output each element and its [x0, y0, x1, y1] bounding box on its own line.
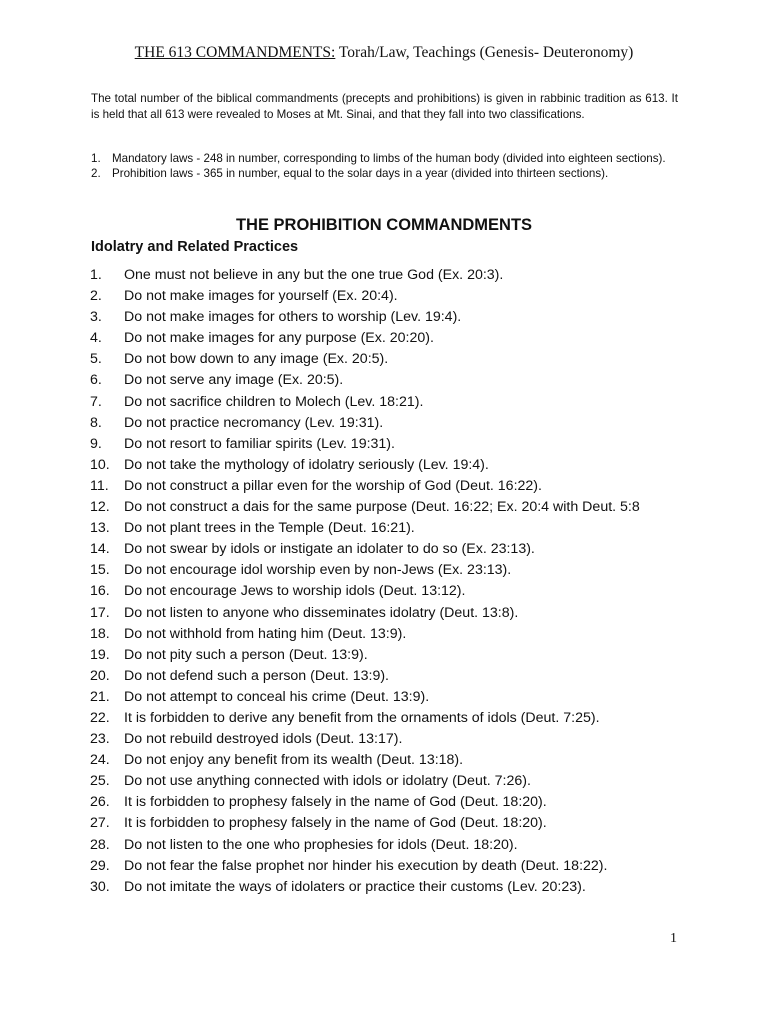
commandment-item	[90, 307, 700, 328]
commandment-number: 26.	[90, 794, 110, 811]
commandment-text: Do not resort to familiar spirits (Lev. 19:31).	[124, 435, 395, 452]
commandment-number: 24.	[90, 752, 110, 769]
header-title-rest: Torah/Law, Teachings (Genesis- Deuteronomy)	[335, 44, 634, 61]
commandment-item	[90, 645, 700, 666]
commandment-number: 9.	[90, 435, 102, 452]
classification-item	[91, 167, 678, 181]
commandment-item	[90, 708, 700, 729]
commandment-item	[90, 771, 700, 792]
commandment-text: Do not plant trees in the Temple (Deut. 16:21).	[124, 520, 415, 537]
classification-text: Mandatory laws - 248 in number, corresponding to limbs of the human body (divided into eighteen sections).	[112, 152, 666, 165]
commandment-number: 4.	[90, 330, 102, 347]
commandment-number: 23.	[90, 731, 110, 748]
classification-list	[91, 152, 678, 182]
commandment-text: Do not use anything connected with idols or idolatry (Deut. 7:26).	[124, 773, 531, 790]
subsection-title: Idolatry and Related Practices	[91, 239, 299, 255]
commandment-item	[90, 328, 700, 349]
commandment-text: Do not encourage Jews to worship idols (Deut. 13:12).	[124, 583, 466, 600]
commandment-text: Do not make images for any purpose (Ex. 20:20).	[124, 330, 434, 347]
commandment-number: 8.	[90, 414, 102, 431]
commandment-number: 6.	[90, 372, 102, 389]
commandment-item	[90, 792, 700, 813]
commandment-item	[90, 392, 700, 413]
commandment-number: 20.	[90, 667, 110, 684]
commandment-number: 13.	[90, 520, 110, 537]
commandment-number: 21.	[90, 688, 110, 705]
commandment-item	[90, 265, 700, 286]
commandment-number: 11.	[90, 477, 109, 494]
header-title-main: THE 613 COMMANDMENTS:	[134, 44, 336, 61]
commandment-text: It is forbidden to derive any benefit from the ornaments of idols (Deut. 7:25).	[124, 709, 600, 726]
commandment-item	[90, 729, 700, 750]
commandment-number: 30.	[90, 878, 110, 895]
commandment-number: 15.	[90, 562, 110, 579]
commandment-number: 27.	[90, 815, 110, 832]
commandment-text: Do not listen to anyone who disseminates idolatry (Deut. 13:8).	[124, 604, 519, 621]
commandment-text: Do not fear the false prophet nor hinder his execution by death (Deut. 18:22).	[124, 857, 608, 874]
commandment-text: Do not practice necromancy (Lev. 19:31).	[124, 414, 384, 431]
commandment-item	[90, 666, 700, 687]
commandment-item	[90, 877, 700, 898]
commandment-text: Do not make images for others to worship (Lev. 19:4).	[124, 309, 462, 326]
commandment-text: Do not defend such a person (Deut. 13:9).	[124, 667, 389, 684]
commandment-text: Do not construct a dais for the same purpose (Deut. 16:22; Ex. 20:4 with Deut. 5:8	[124, 499, 640, 516]
commandment-item	[90, 434, 700, 455]
commandment-number: 28.	[90, 836, 110, 853]
commandment-number: 14.	[90, 541, 110, 558]
commandment-item	[90, 476, 700, 497]
commandment-item	[90, 813, 700, 834]
commandment-text: Do not construct a pillar even for the worship of God (Deut. 16:22).	[124, 477, 542, 494]
commandment-item	[90, 518, 700, 539]
commandment-item	[90, 370, 700, 391]
commandment-item	[90, 455, 700, 476]
commandment-number: 7.	[90, 393, 102, 410]
commandment-number: 25.	[90, 773, 110, 790]
commandment-list	[90, 265, 700, 898]
commandment-number: 29.	[90, 857, 110, 874]
commandment-text: Do not attempt to conceal his crime (Deut. 13:9).	[124, 688, 430, 705]
commandment-number: 12.	[90, 499, 110, 516]
commandment-text: Do not make images for yourself (Ex. 20:4).	[124, 288, 398, 305]
commandment-item	[90, 835, 700, 856]
intro-paragraph: The total number of the biblical commandments (precepts and prohibitions) is given in rabbinic tradition as 613. It is held that all 613 were revealed to Moses at Mt. Sinai, and that they fall into two classifications.	[91, 92, 678, 121]
classification-item	[91, 152, 678, 166]
commandment-number: 3.	[90, 309, 102, 326]
commandment-text: It is forbidden to prophesy falsely in the name of God (Deut. 18:20).	[124, 794, 547, 811]
commandment-number: 17.	[90, 604, 110, 621]
classification-number: 1.	[91, 152, 101, 165]
commandment-text: Do not imitate the ways of idolaters or practice their customs (Lev. 20:23).	[124, 878, 586, 895]
commandment-text: Do not take the mythology of idolatry seriously (Lev. 19:4).	[124, 456, 489, 473]
commandment-item	[90, 856, 700, 877]
commandment-text: Do not sacrifice children to Molech (Lev. 18:21).	[124, 393, 424, 410]
commandment-item	[90, 560, 700, 581]
commandment-item	[90, 539, 700, 560]
commandment-number: 2.	[90, 288, 102, 305]
section-title: THE PROHIBITION COMMANDMENTS	[235, 216, 533, 234]
commandment-item	[90, 497, 700, 518]
commandment-item	[90, 581, 700, 602]
commandment-text: Do not swear by idols or instigate an idolater to do so (Ex. 23:13).	[124, 541, 535, 558]
commandment-number: 18.	[90, 625, 110, 642]
commandment-text: Do not encourage idol worship even by non-Jews (Ex. 23:13).	[124, 562, 512, 579]
commandment-number: 16.	[90, 583, 110, 600]
commandment-item	[90, 603, 700, 624]
commandment-number: 10.	[90, 456, 110, 473]
commandment-text: Do not serve any image (Ex. 20:5).	[124, 372, 344, 389]
page-number: 1	[670, 931, 677, 946]
classification-text: Prohibition laws - 365 in number, equal to the solar days in a year (divided into thirteen sections).	[112, 167, 609, 180]
commandment-number: 1.	[90, 267, 102, 283]
commandment-number: 22.	[90, 709, 110, 726]
commandment-text: Do not enjoy any benefit from its wealth (Deut. 13:18).	[124, 752, 464, 769]
commandment-item	[90, 349, 700, 370]
commandment-text: Do not withhold from hating him (Deut. 13:9).	[124, 625, 407, 642]
classification-number: 2.	[91, 167, 101, 180]
commandment-text: Do not pity such a person (Deut. 13:9).	[124, 646, 368, 663]
commandment-item	[90, 413, 700, 434]
commandment-item	[90, 624, 700, 645]
commandment-item	[90, 286, 700, 307]
page-header	[0, 44, 768, 62]
commandment-text: It is forbidden to prophesy falsely in the name of God (Deut. 18:20).	[124, 815, 547, 832]
commandment-text: Do not listen to the one who prophesies for idols (Deut. 18:20).	[124, 836, 518, 853]
commandment-text: Do not bow down to any image (Ex. 20:5).	[124, 351, 389, 368]
commandment-number: 19.	[90, 646, 110, 663]
commandment-text: Do not rebuild destroyed idols (Deut. 13:17).	[124, 731, 403, 748]
commandment-text: One must not believe in any but the one true God (Ex. 20:3).	[124, 267, 504, 283]
commandment-item	[90, 687, 700, 708]
commandment-item	[90, 750, 700, 771]
commandment-number: 5.	[90, 351, 102, 368]
